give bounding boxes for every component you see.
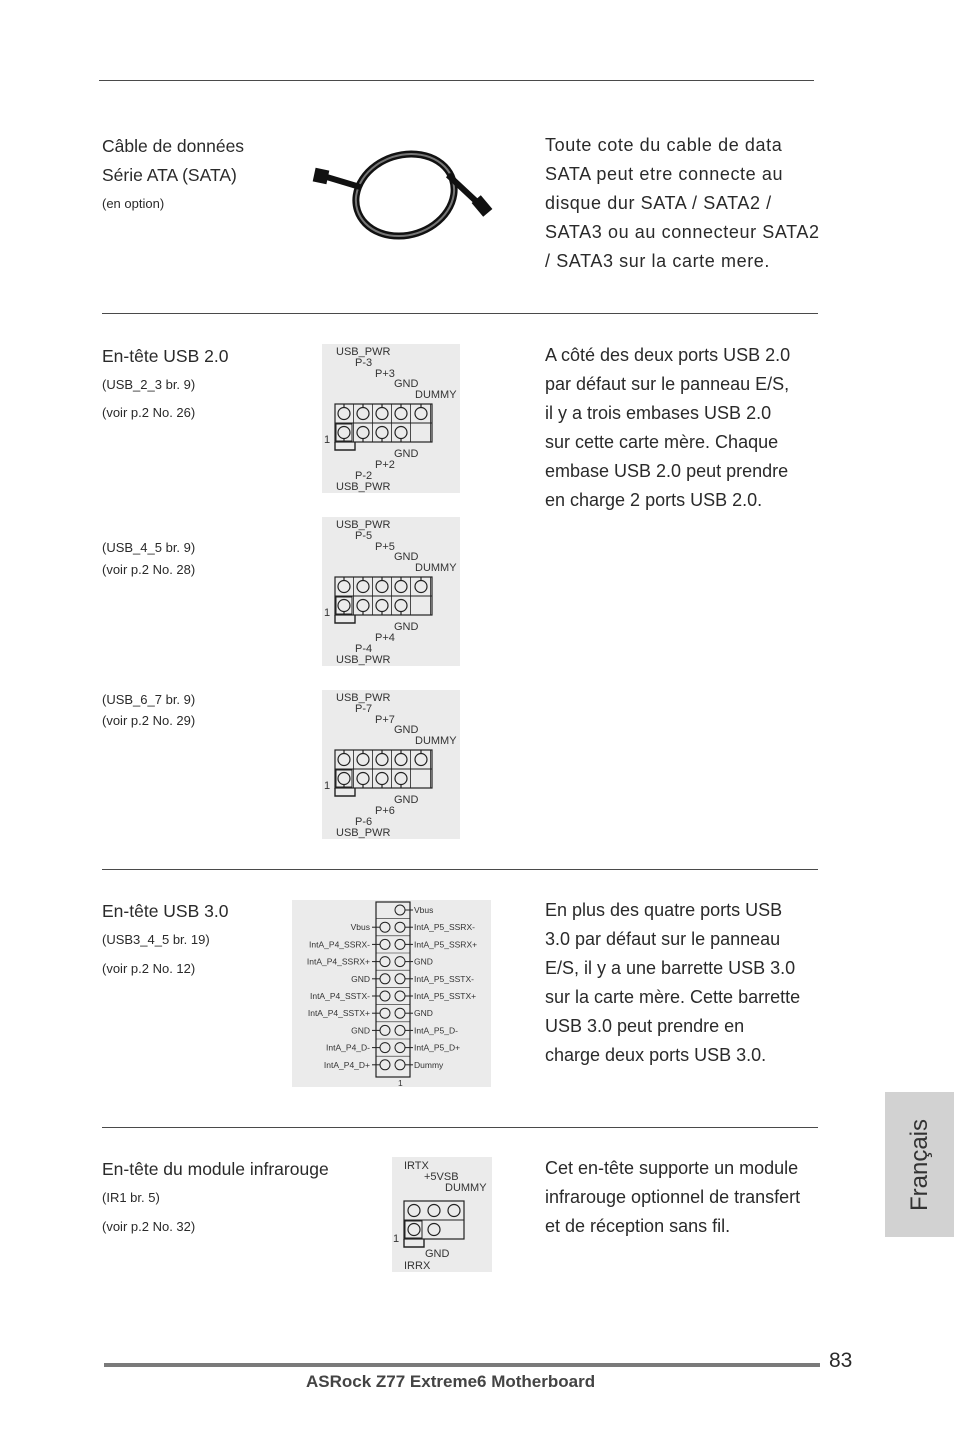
- label-gnd-bottom: GND: [394, 794, 419, 806]
- pin: [395, 1043, 405, 1053]
- label-usb-pwr-bottom: USB_PWR: [336, 654, 391, 666]
- pin: [338, 408, 350, 420]
- label-gnd: GND: [425, 1248, 450, 1260]
- pin: [395, 974, 405, 984]
- label-pminus-top: P-7: [355, 703, 373, 715]
- ir-title: En-tête du module infrarouge: [102, 1159, 329, 1179]
- pin: [338, 600, 350, 612]
- label-usb-pwr-top: USB_PWR: [336, 692, 391, 704]
- label-dummy: DUMMY: [415, 735, 457, 747]
- left-pin-label: Vbus: [350, 922, 370, 933]
- usb2-header2-ref: (voir p.2 No. 28): [102, 562, 196, 577]
- left-pin-label: IntA_P4_SSTX+: [307, 1008, 370, 1019]
- label-pminus-top: P-3: [355, 357, 373, 369]
- label-usb-pwr-top: USB_PWR: [336, 519, 391, 531]
- ir-header-diagram: [392, 1157, 492, 1272]
- label-pplus-top: P+7: [375, 714, 395, 726]
- label-pminus-top: P-5: [355, 530, 373, 542]
- label-usb-pwr-bottom: USB_PWR: [336, 481, 391, 493]
- label-usb-pwr-bottom: USB_PWR: [336, 827, 391, 839]
- pin: [380, 957, 390, 967]
- right-pin-label: IntA_P5_D+: [414, 1042, 461, 1053]
- usb3-description: En plus des quatre ports USB 3.0 par défaut sur le panneau E/S, il y a une barrette USB 3.0 sur la carte mère. Cette barrette USB 3.0 peut prendre en charge deux ports USB 3.0.: [545, 900, 801, 1065]
- pin: [357, 754, 369, 766]
- pin: [395, 939, 405, 949]
- left-pin-label: IntA_P4_SSTX-: [309, 991, 370, 1001]
- usb2-title: En-tête USB 2.0: [102, 346, 229, 366]
- label-gnd-bottom: GND: [394, 448, 419, 460]
- pin1-bracket: [335, 615, 355, 623]
- pin: [380, 1025, 390, 1035]
- pin1-marker: 1: [398, 1078, 403, 1087]
- label-usb-pwr-top: USB_PWR: [336, 346, 391, 358]
- label-gnd-top: GND: [394, 724, 419, 736]
- label-pplus-bottom: P+4: [375, 632, 395, 644]
- label-pminus-bottom: P-4: [355, 643, 373, 655]
- pin: [395, 408, 407, 420]
- label-dummy: DUMMY: [415, 562, 457, 574]
- pin: [376, 581, 388, 593]
- right-pin-label: IntA_P5_SSRX-: [414, 922, 475, 933]
- label-pplus-bottom: P+2: [375, 459, 395, 471]
- usb2-header1-diagram: [322, 344, 460, 493]
- sata-description: Toute cote du cable de data SATA peut etre connecte au disque dur SATA / SATA2 / SATA3 ou au connecteur SATA2 / SATA3 sur la carte mere.: [545, 135, 820, 271]
- usb2-header3-diagram: [322, 690, 460, 839]
- footer-title: ASRock Z77 Extreme6 Motherboard: [306, 1372, 596, 1391]
- usb2-header2-diagram: [322, 517, 460, 666]
- left-pin-label: IntA_P4_D-: [326, 1042, 370, 1053]
- pin: [338, 754, 350, 766]
- usb3-title: En-tête USB 3.0: [102, 901, 229, 921]
- pin: [395, 1060, 405, 1070]
- pin: [395, 922, 405, 932]
- usb2-description: A côté des deux ports USB 2.0 par défaut sur le panneau E/S, il y a trois embases USB 2.0 sur cette carte mère. Chaque embase USB 2.0 peut prendre en charge 2 ports USB 2.0.: [545, 345, 791, 510]
- label-gnd-top: GND: [394, 551, 419, 563]
- pin: [395, 773, 407, 785]
- section-divider: [102, 313, 818, 314]
- label-pminus-bottom: P-6: [355, 816, 373, 828]
- right-pin-label: GND: [414, 1008, 433, 1019]
- ir-ref: (voir p.2 No. 32): [102, 1219, 196, 1234]
- label-pminus-bottom: P-2: [355, 470, 373, 482]
- language-side-tab: [885, 1092, 954, 1237]
- pin: [448, 1205, 460, 1217]
- left-pin-label: GND: [351, 1025, 370, 1036]
- right-pin-label: IntA_P5_SSTX-: [414, 973, 475, 984]
- pin: [395, 754, 407, 766]
- pin: [415, 581, 427, 593]
- pin: [395, 427, 407, 439]
- label-irtx: IRTX: [404, 1160, 429, 1172]
- right-pin-label: IntA_P5_SSRX+: [414, 939, 478, 950]
- pin: [395, 581, 407, 593]
- pin: [428, 1205, 440, 1217]
- pin: [408, 1205, 420, 1217]
- pin1-bracket: [335, 442, 355, 450]
- usb3-header-diagram: [292, 900, 491, 1087]
- label-pplus-top: P+5: [375, 541, 395, 553]
- pin: [380, 1043, 390, 1053]
- pin: [395, 1008, 405, 1018]
- label-pplus-top: P+3: [375, 368, 395, 380]
- left-pin-label: IntA_P4_SSRX-: [309, 939, 370, 950]
- pin: [357, 600, 369, 612]
- language-tab-label: Français: [905, 1118, 933, 1211]
- pin: [395, 905, 405, 915]
- pin: [415, 754, 427, 766]
- pin: [395, 957, 405, 967]
- pin: [380, 991, 390, 1001]
- section-divider: [102, 1127, 818, 1128]
- pin1-marker: 1: [324, 607, 331, 619]
- pin1-marker: 1: [324, 780, 331, 792]
- left-pin-label: IntA_P4_D+: [323, 1059, 370, 1070]
- pin: [357, 773, 369, 785]
- pin1-marker: 1: [393, 1233, 400, 1245]
- label-gnd-bottom: GND: [394, 621, 419, 633]
- label-dummy: DUMMY: [445, 1182, 487, 1194]
- left-pin-label: GND: [351, 973, 370, 984]
- sata-label-line2: Série ATA (SATA): [102, 165, 237, 185]
- footer-rule: [104, 1363, 820, 1367]
- top-rule: [99, 80, 814, 81]
- usb2-header1-ref: (voir p.2 No. 26): [102, 405, 196, 420]
- label-pplus-bottom: P+6: [375, 805, 395, 817]
- pin: [395, 600, 407, 612]
- pin: [380, 939, 390, 949]
- pin: [357, 427, 369, 439]
- pin: [376, 754, 388, 766]
- label-dummy: DUMMY: [415, 389, 457, 401]
- sata-label-line1: Câble de données: [102, 136, 245, 156]
- pin: [428, 1224, 440, 1236]
- usb2-header3-ref: (voir p.2 No. 29): [102, 713, 196, 728]
- pin1-marker: 1: [324, 434, 331, 446]
- usb2-header1-pins: (USB_2_3 br. 9): [102, 377, 196, 392]
- pin: [380, 1008, 390, 1018]
- pin: [395, 991, 405, 1001]
- right-pin-label: IntA_P5_D-: [414, 1025, 458, 1036]
- pin1-bracket: [404, 1239, 424, 1247]
- right-pin-label: GND: [414, 956, 433, 967]
- pin: [408, 1224, 420, 1236]
- usb3-ref: (voir p.2 No. 12): [102, 961, 196, 976]
- left-pin-label: IntA_P4_SSRX+: [306, 956, 370, 967]
- pin: [338, 581, 350, 593]
- label-gnd-top: GND: [394, 378, 419, 390]
- usb3-pins: (USB3_4_5 br. 19): [102, 932, 210, 947]
- label-irrx: IRRX: [404, 1260, 431, 1272]
- pin: [357, 408, 369, 420]
- sata-optional-note: (en option): [102, 196, 165, 211]
- ir-pins: (IR1 br. 5): [102, 1190, 160, 1205]
- pin: [338, 427, 350, 439]
- pin: [376, 600, 388, 612]
- right-pin-label: Dummy: [414, 1059, 444, 1070]
- pin: [338, 773, 350, 785]
- pin: [376, 408, 388, 420]
- pin: [380, 922, 390, 932]
- usb2-header2-pins: (USB_4_5 br. 9): [102, 540, 196, 555]
- pin: [357, 581, 369, 593]
- right-pin-label: IntA_P5_SSTX+: [414, 991, 477, 1001]
- pin: [380, 1060, 390, 1070]
- usb2-header3-pins: (USB_6_7 br. 9): [102, 692, 196, 707]
- pin: [376, 773, 388, 785]
- pin: [415, 408, 427, 420]
- pin: [395, 1025, 405, 1035]
- pin: [380, 974, 390, 984]
- section-divider: [102, 869, 818, 870]
- ir-description: Cet en-tête supporte un module infrarouge optionnel de transfert et de réception sans fil.: [545, 1158, 801, 1236]
- pin: [376, 427, 388, 439]
- sata-cable-illustration: [308, 145, 508, 245]
- pin1-bracket: [335, 788, 355, 796]
- right-pin-label: Vbus: [414, 905, 434, 915]
- label-5vsb: +5VSB: [424, 1171, 459, 1183]
- page-number: 83: [829, 1349, 853, 1372]
